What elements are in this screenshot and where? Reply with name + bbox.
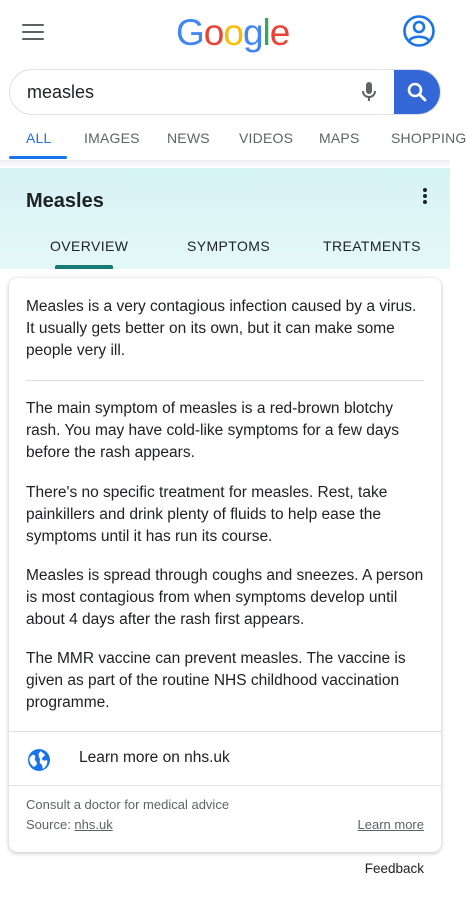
logo-letter: o bbox=[203, 12, 224, 53]
panel-tab-overview[interactable]: OVERVIEW bbox=[50, 238, 129, 254]
logo-letter: o bbox=[223, 12, 243, 53]
tab-news[interactable]: NEWS bbox=[167, 130, 210, 146]
account-circle-icon[interactable] bbox=[402, 14, 436, 48]
divider bbox=[9, 785, 441, 786]
paragraph: The main symptom of measles is a red-brown blotchy rash. You may have cold-like symptoms for a few days before the rash appears. bbox=[26, 400, 400, 461]
hamburger-menu-icon[interactable] bbox=[22, 24, 44, 42]
learn-more-nhs-link[interactable] bbox=[9, 733, 441, 785]
tab-videos[interactable]: VIDEOS bbox=[239, 130, 294, 146]
logo-letter: g bbox=[242, 12, 263, 53]
learn-more-link[interactable]: Learn more bbox=[357, 817, 424, 832]
active-tab-indicator bbox=[9, 156, 67, 159]
feedback-link[interactable]: Feedback bbox=[364, 861, 424, 876]
microphone-icon[interactable] bbox=[357, 80, 381, 104]
panel-active-tab-indicator bbox=[55, 265, 113, 269]
paragraph: The MMR vaccine can prevent measles. The vaccine is given as part of the routine NHS childhood vaccination programme. bbox=[26, 650, 406, 711]
google-logo[interactable] bbox=[176, 12, 289, 54]
divider bbox=[9, 731, 441, 732]
logo-letter: e bbox=[269, 12, 290, 53]
tab-maps[interactable]: MAPS bbox=[319, 130, 360, 146]
source-label: Source: bbox=[26, 817, 75, 832]
intro-paragraph: Measles is a very contagious infection caused by a virus. It usually gets better on its own, but it can make some people very ill. bbox=[26, 298, 417, 359]
search-box bbox=[9, 69, 441, 115]
search-input[interactable] bbox=[27, 70, 347, 114]
logo-letter: l bbox=[262, 12, 270, 53]
tab-shopping[interactable]: SHOPPING bbox=[391, 130, 467, 146]
panel-tab-treatments[interactable]: TREATMENTS bbox=[323, 238, 421, 254]
search-icon bbox=[405, 80, 429, 104]
learn-more-nhs-label: Learn more on nhs.uk bbox=[79, 749, 230, 766]
more-vert-icon[interactable] bbox=[418, 188, 432, 210]
divider bbox=[26, 380, 424, 381]
top-bar bbox=[0, 0, 450, 66]
logo-letter: G bbox=[176, 12, 204, 53]
panel-title: Measles bbox=[26, 190, 104, 212]
source-link[interactable]: nhs.uk bbox=[74, 817, 113, 832]
source-line bbox=[26, 817, 113, 832]
panel-tab-symptoms[interactable]: SYMPTOMS bbox=[187, 238, 271, 254]
consult-note: Consult a doctor for medical advice bbox=[26, 797, 230, 812]
search-button[interactable] bbox=[394, 70, 440, 114]
globe-icon bbox=[27, 748, 51, 772]
knowledge-panel-header bbox=[0, 168, 450, 269]
tab-images[interactable]: IMAGES bbox=[84, 130, 140, 146]
tabs-shadow bbox=[0, 160, 450, 168]
paragraph: Measles is spread through coughs and sneezes. A person is most contagious from when symptoms develop until about 4 days after the rash first appears. bbox=[26, 567, 424, 628]
search-tabs bbox=[0, 116, 467, 160]
tab-all[interactable]: ALL bbox=[26, 130, 52, 146]
overview-card bbox=[9, 278, 441, 852]
paragraph: There's no specific treatment for measles. Rest, take painkillers and drink plenty of fluids to help ease the symptoms until it has run its course. bbox=[26, 484, 388, 545]
